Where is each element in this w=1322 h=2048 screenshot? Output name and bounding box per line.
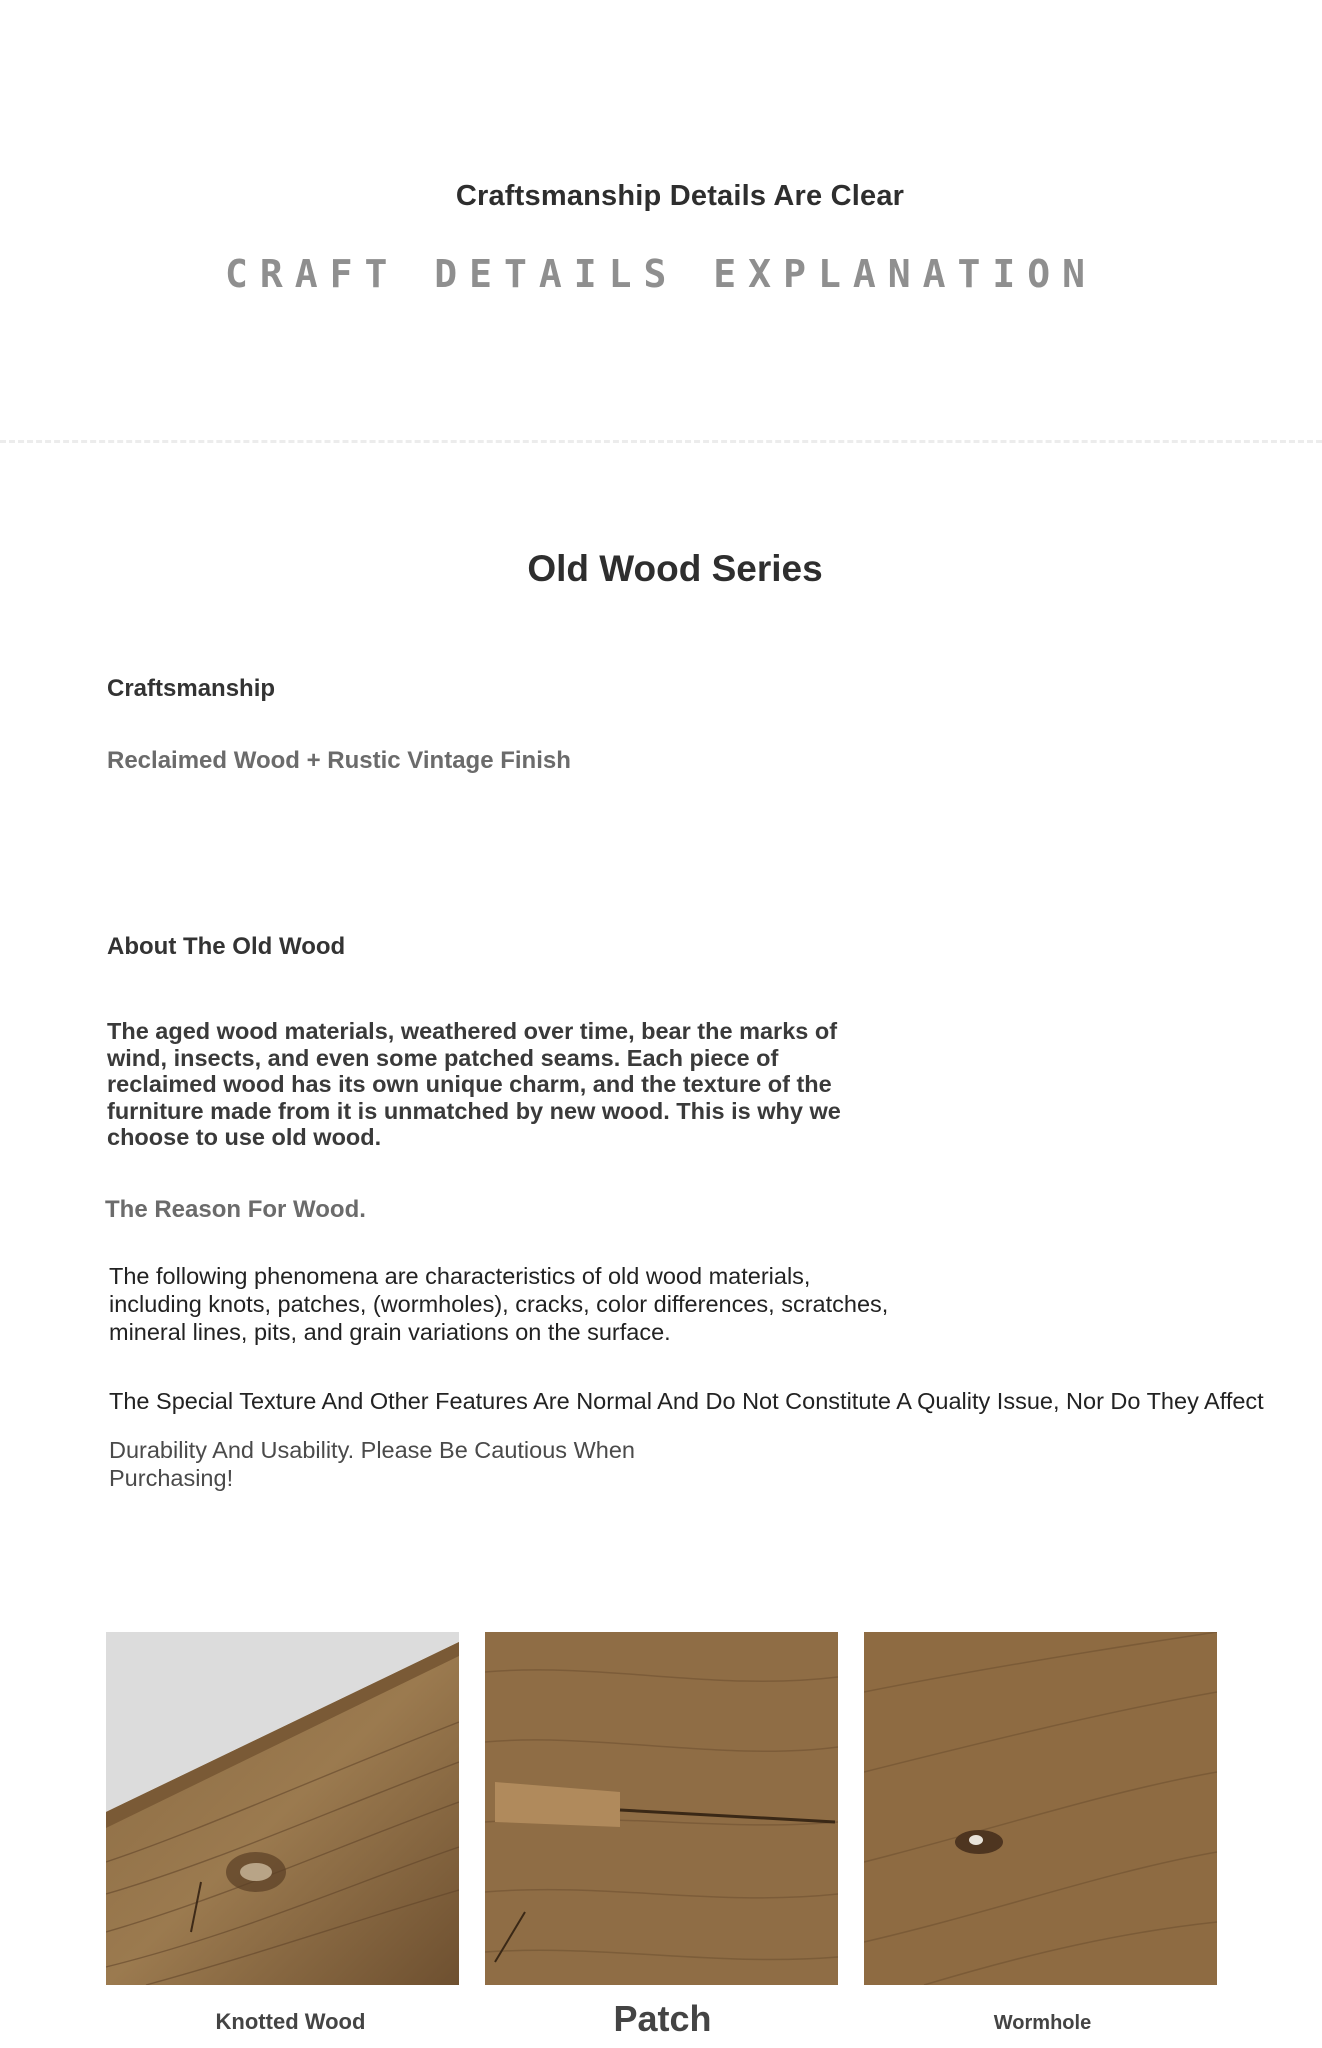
special-notice: The Special Texture And Other Features Are Normal And Do Not Constitute A Quality Issue, Nor Do They Affect xyxy=(109,1388,1264,1414)
dashed-divider xyxy=(0,440,1322,443)
caption-patch: Patch xyxy=(613,1998,712,2039)
knotted-wood-photo xyxy=(106,1632,459,1985)
caption-knotted-wood: Knotted Wood xyxy=(215,2009,366,2034)
patch-photo xyxy=(485,1632,838,1985)
reason-heading: The Reason For Wood. xyxy=(105,1196,366,1223)
caption-wormhole: Wormhole xyxy=(993,2012,1092,2034)
series-title: Old Wood Series xyxy=(527,548,823,589)
reason-paragraph: The following phenomena are characteristics of old wood materials, including knots, patches, (wormholes), cracks, color differences, scratches, mineral lines, pits, and grain variations on the surface. xyxy=(109,1263,889,1345)
craftsmanship-heading: Craftsmanship xyxy=(107,675,276,702)
wormhole-photo xyxy=(864,1632,1217,1985)
caution-text: Durability And Usability. Please Be Cautious When Purchasing! xyxy=(109,1437,635,1491)
craftsmanship-value: Reclaimed Wood + Rustic Vintage Finish xyxy=(107,747,571,774)
about-paragraph: The aged wood materials, weathered over time, bear the marks of wind, insects, and even some patched seams. Each piece of reclaimed wood has its own unique charm, and the texture of the furniture made from it is unmatched by new wood. This is why we choose to use old wood. xyxy=(107,1018,841,1150)
section-title: Craftsmanship Details Are Clear xyxy=(455,180,905,212)
about-heading: About The Old Wood xyxy=(107,933,346,960)
section-subtitle: CRAFT DETAILS EXPLANATION xyxy=(225,252,1097,296)
